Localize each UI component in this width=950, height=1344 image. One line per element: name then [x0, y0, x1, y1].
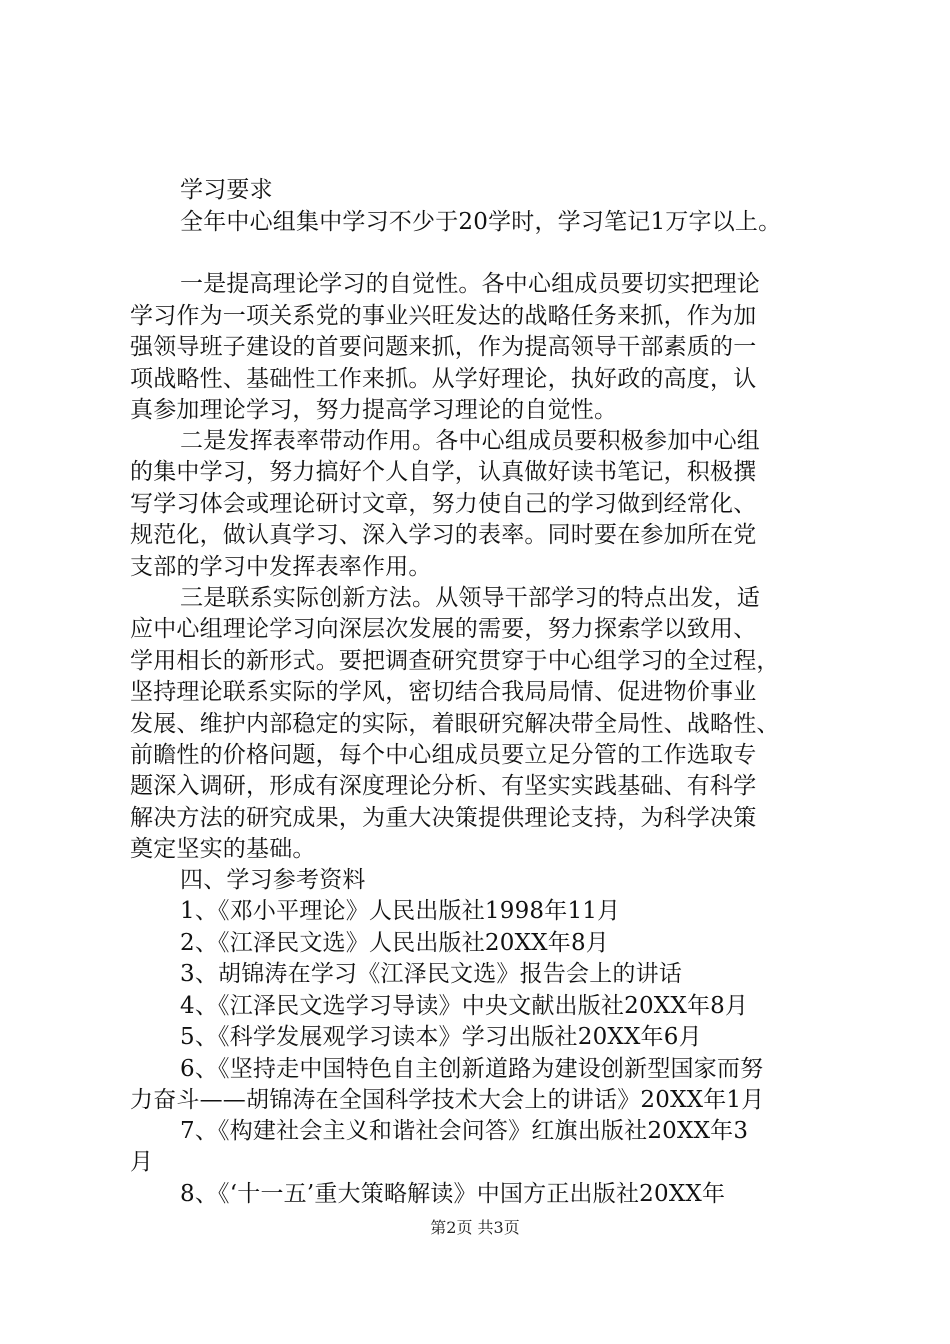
- paragraph-line: 题深入调研，形成有深度理论分析、有坚实实践基础、有科学: [130, 773, 757, 799]
- reference-item-continued: 力奋斗——胡锦涛在全国科学技术大会上的讲话》20XX年1月: [130, 1087, 765, 1113]
- reference-item: 8、《‘十一五’重大策略解读》中国方正出版社20XX年: [180, 1181, 726, 1207]
- paragraph-line: 发展、维护内部稳定的实际，着眼研究解决带全局性、战略性、: [130, 711, 780, 737]
- paragraph-line: 奠定坚实的基础。: [130, 836, 316, 862]
- reference-item: 2、《江泽民文选》人民出版社20XX年8月: [180, 930, 609, 956]
- reference-item: 5、《科学发展观学习读本》学习出版社20XX年6月: [180, 1024, 702, 1050]
- paragraph-line: 全年中心组集中学习不少于20学时，学习笔记1万字以上。: [180, 209, 782, 235]
- page-number-footer: 第2页 共3页: [430, 1218, 520, 1237]
- paragraph-line: 的集中学习，努力搞好个人自学，认真做好读书笔记，积极撰: [130, 459, 757, 485]
- paragraph-line: 解决方法的研究成果，为重大决策提供理论支持，为科学决策: [130, 805, 757, 831]
- reference-item: 4、《江泽民文选学习导读》中央文献出版社20XX年8月: [180, 993, 749, 1019]
- paragraph-line: 写学习体会或理论研讨文章，努力使自己的学习做到经常化、: [130, 491, 757, 517]
- paragraph-line: 支部的学习中发挥表率作用。: [130, 554, 432, 580]
- paragraph-line: 前瞻性的价格问题，每个中心组成员要立足分管的工作选取专: [130, 742, 757, 768]
- paragraph-line: 强领导班子建设的首要问题来抓，作为提高领导干部素质的一: [130, 334, 757, 360]
- section-heading: 四、学习参考资料: [180, 867, 366, 893]
- reference-item: 7、《构建社会主义和谐社会问答》红旗出版社20XX年3: [180, 1118, 749, 1144]
- paragraph-line: 学习作为一项关系党的事业兴旺发达的战略任务来抓，作为加: [130, 303, 757, 329]
- reference-item: 6、《坚持走中国特色自主创新道路为建设创新型国家而努: [180, 1056, 764, 1082]
- section-heading: 学习要求: [180, 177, 273, 203]
- reference-item: 3、胡锦涛在学习《江泽民文选》报告会上的讲话: [180, 961, 683, 987]
- paragraph-line: 二是发挥表率带动作用。各中心组成员要积极参加中心组: [180, 428, 760, 454]
- paragraph-line: 坚持理论联系实际的学风，密切结合我局局情、促进物价事业: [130, 679, 757, 705]
- paragraph-line: 项战略性、基础性工作来抓。从学好理论，执好政的高度，认: [130, 366, 757, 392]
- paragraph-line: 规范化，做认真学习、深入学习的表率。同时要在参加所在党: [130, 522, 757, 548]
- paragraph-line: 三是联系实际创新方法。从领导干部学习的特点出发，适: [180, 585, 760, 611]
- paragraph-line: 学用相长的新形式。要把调查研究贯穿于中心组学习的全过程，: [130, 648, 780, 674]
- reference-item: 1、《邓小平理论》人民出版社1998年11月: [180, 898, 621, 924]
- paragraph-line: 一是提高理论学习的自觉性。各中心组成员要切实把理论: [180, 271, 760, 297]
- paragraph-line: 应中心组理论学习向深层次发展的需要，努力探索学以致用、: [130, 616, 757, 642]
- reference-item-continued: 月: [130, 1149, 154, 1175]
- paragraph-line: 真参加理论学习，努力提高学习理论的自觉性。: [130, 397, 618, 423]
